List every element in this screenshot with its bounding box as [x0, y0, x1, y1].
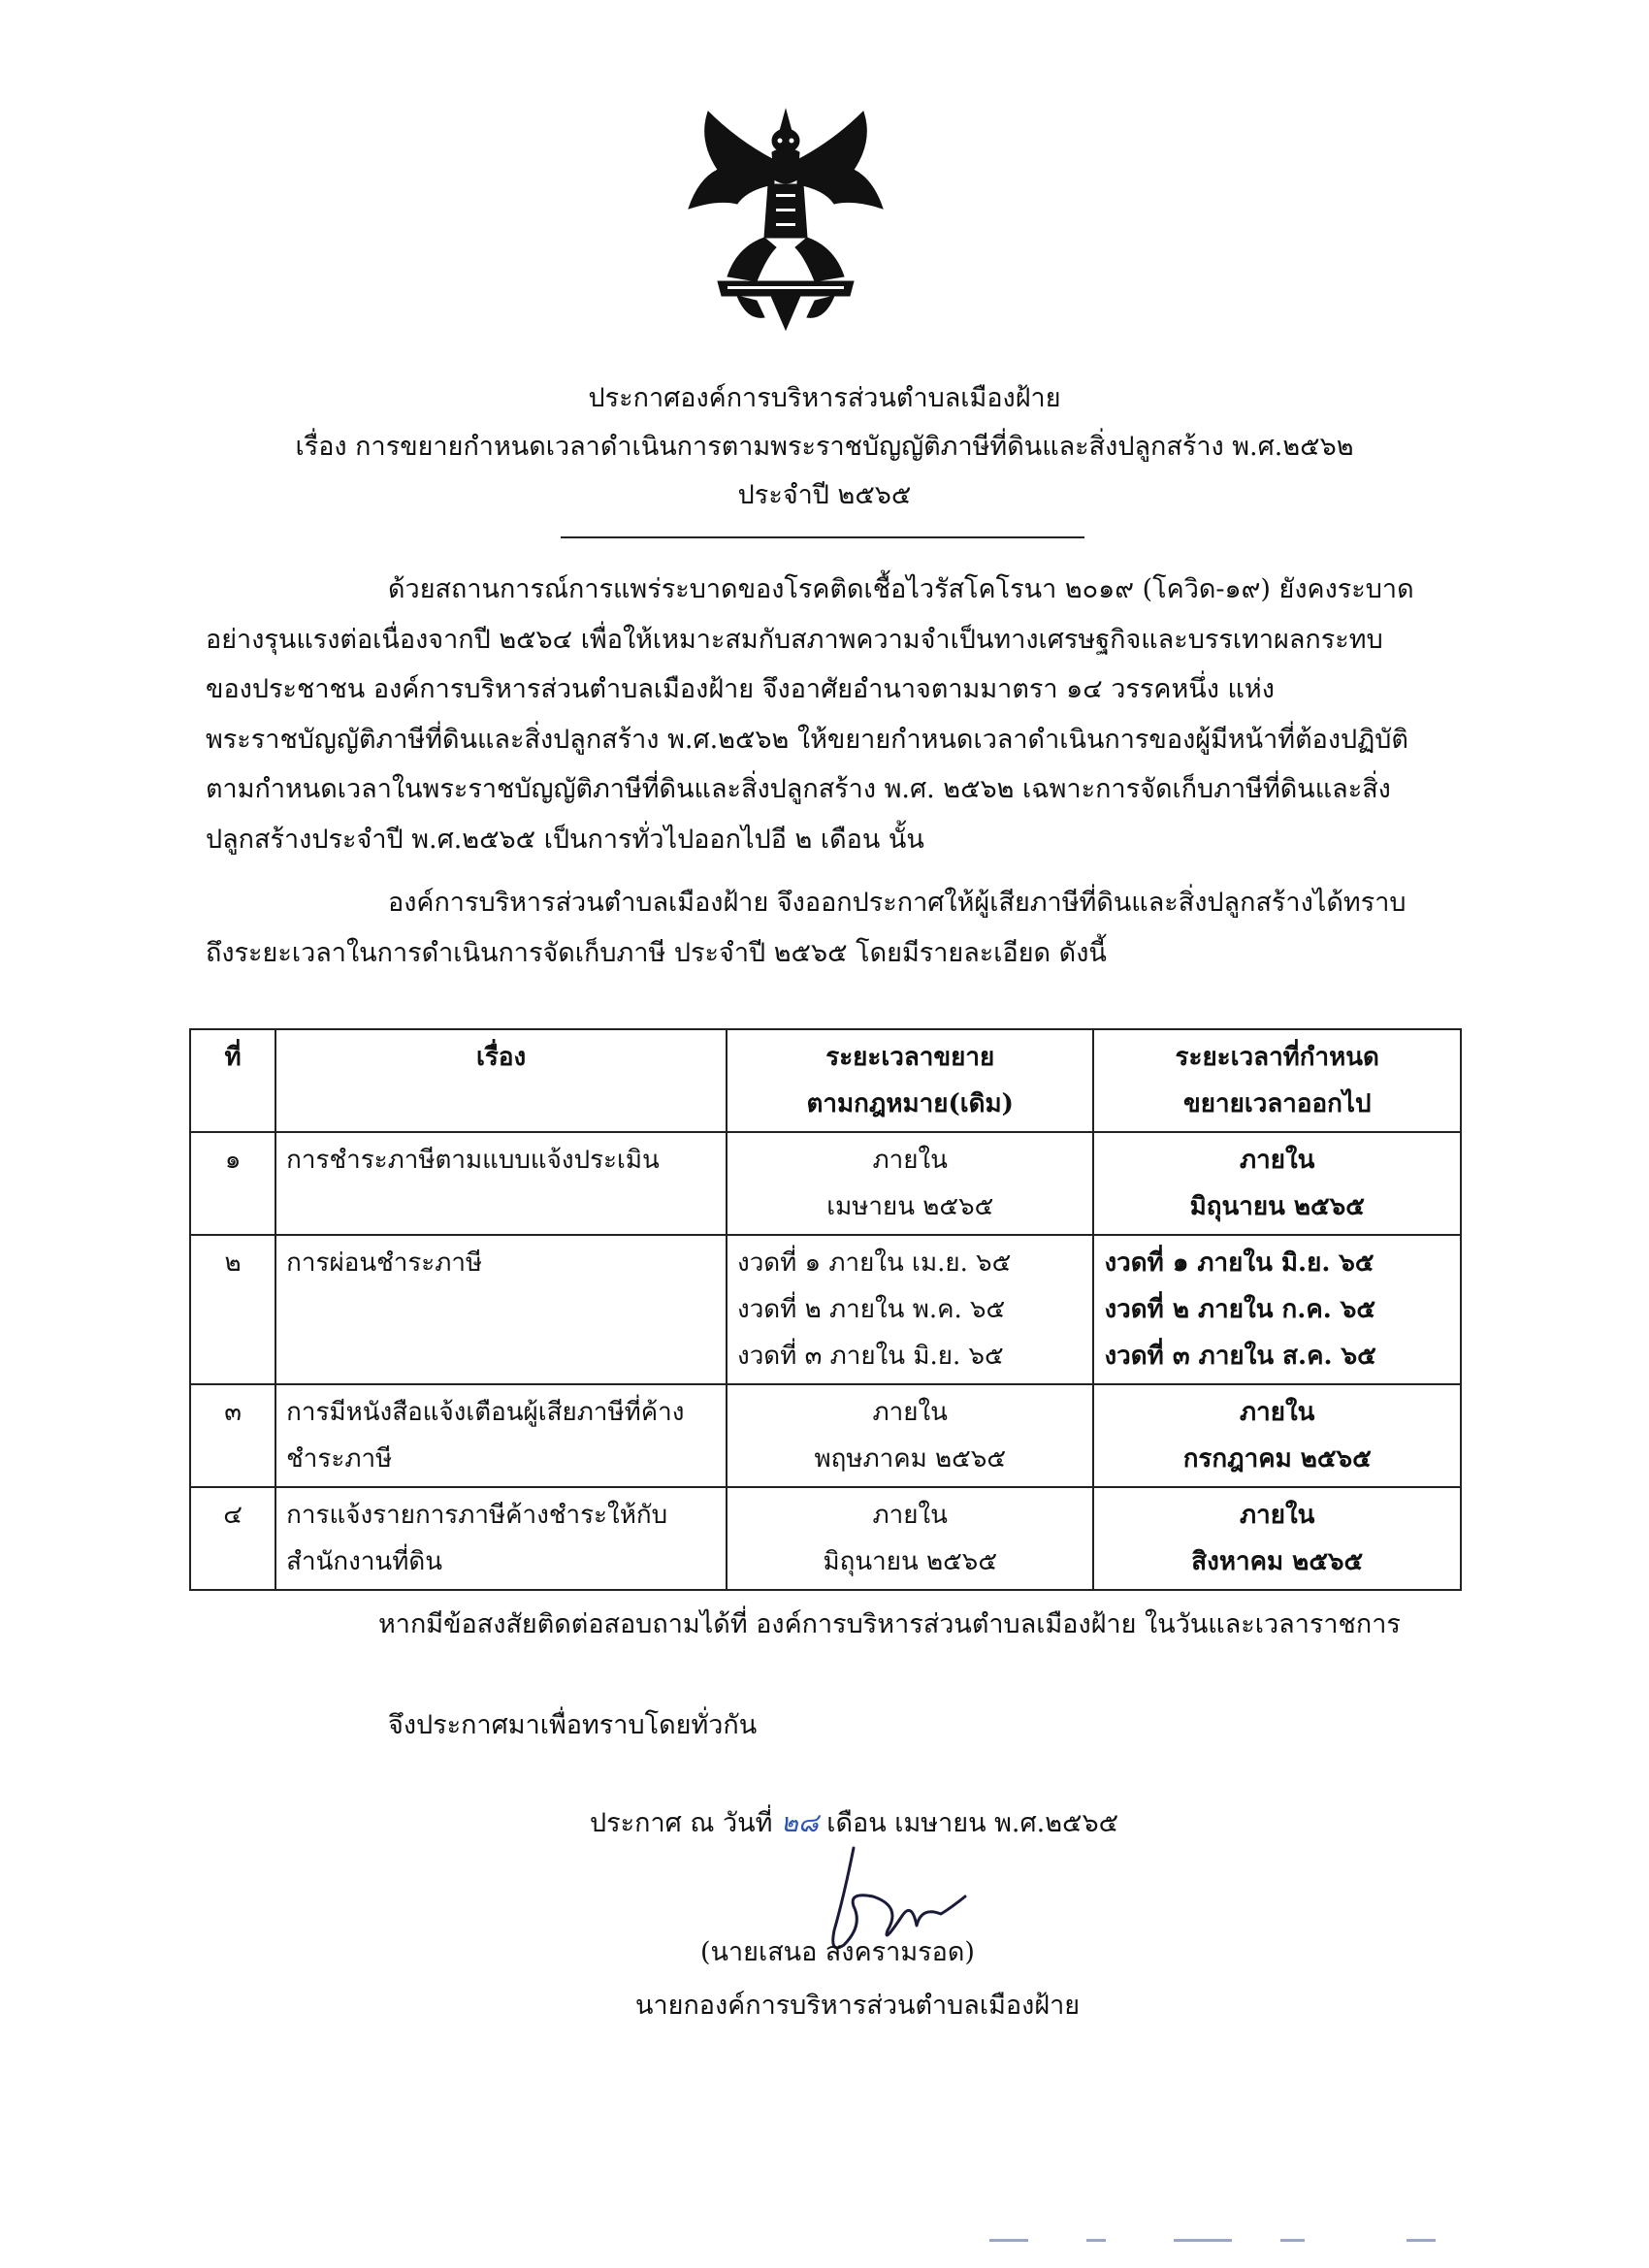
subject-line: การแจ้งรายการภาษีค้างชำระให้กับ [286, 1501, 668, 1530]
new-line: งวดที่ ๒ ภายใน ก.ค. ๖๕ [1104, 1295, 1376, 1324]
old-line: ภายใน [872, 1398, 948, 1427]
row-new-period [1093, 1235, 1461, 1384]
row-no: ๒ [190, 1235, 275, 1384]
announcement-subject: เรื่อง การขยายกำหนดเวลาดำเนินการตามพระราชบัญญัติภาษีที่ดินและสิ่งปลูกสร้าง พ.ศ.๒๕๖๒ [295, 432, 1354, 462]
header-old-line1: ระยะเวลาขยาย [825, 1043, 995, 1072]
subject-line: การมีหนังสือแจ้งเตือนผู้เสียภาษีที่ค้าง [286, 1398, 685, 1427]
announcement-year: ประจำปี ๒๕๖๕ [737, 480, 912, 510]
paragraph-line: ตามกำหนดเวลาในพระราชบัญญัติภาษีที่ดินและสิ่งปลูกสร้าง พ.ศ. ๒๕๖๒ เฉพาะการจัดเก็บภาษีที่ดินและสิ่ง [206, 774, 1391, 804]
header-divider [561, 536, 1084, 538]
row-new-period [1093, 1384, 1461, 1487]
announce-date [590, 1801, 1118, 1843]
body-paragraph-2 [206, 878, 1457, 978]
new-line: สิงหาคม ๒๕๖๕ [1191, 1547, 1364, 1576]
header-subject: เรื่อง [275, 1029, 727, 1132]
header-new-line2: ขยายเวลาออกไป [1183, 1089, 1372, 1118]
date-suffix: เดือน เมษายน พ.ศ.๒๕๖๕ [826, 1808, 1119, 1838]
garuda-emblem [679, 102, 892, 335]
announcement-title: ประกาศองค์การบริหารส่วนตำบลเมืองฝ้าย [588, 383, 1061, 413]
row-no: ๔ [190, 1487, 275, 1590]
old-line: พฤษภาคม ๒๕๖๕ [814, 1444, 1007, 1474]
subject-line: สำนักงานที่ดิน [286, 1547, 443, 1576]
row-no: ๓ [190, 1384, 275, 1487]
date-day-handwritten: ๒๘ [781, 1808, 819, 1838]
old-line: งวดที่ ๓ ภายใน มิ.ย. ๖๕ [737, 1342, 1004, 1371]
row-subject [275, 1384, 727, 1487]
row-new-period [1093, 1132, 1461, 1235]
old-line: ภายใน [872, 1501, 948, 1530]
row-subject [275, 1487, 727, 1590]
schedule-table [189, 1028, 1462, 1591]
paragraph-line: ของประชาชน องค์การบริหารส่วนตำบลเมืองฝ้าย จึงอาศัยอำนาจตามมาตรา ๑๔ วรรคหนึ่ง แห่ง [206, 674, 1275, 704]
new-line: งวดที่ ๓ ภายใน ส.ค. ๖๕ [1104, 1342, 1376, 1371]
old-line: เมษายน ๒๕๖๕ [826, 1192, 994, 1221]
row-old-period [727, 1235, 1093, 1384]
header-old-line2: ตามกฎหมาย(เดิม) [806, 1089, 1014, 1118]
new-line: มิถุนายน ๒๕๖๕ [1189, 1192, 1365, 1221]
old-line: ภายใน [872, 1146, 948, 1175]
signer-name: (นายเสนอ สงครามรอด) [700, 1937, 975, 1967]
header-old-period [727, 1029, 1093, 1132]
paragraph-line: ถึงระยะเวลาในการดำเนินการจัดเก็บภาษี ประจำปี ๒๕๖๕ โดยมีรายละเอียด ดังนี้ [206, 937, 1107, 968]
signer-title: นายกองค์การบริหารส่วนตำบลเมืองฝ้าย [635, 1991, 1081, 2021]
table-header-row [190, 1029, 1461, 1132]
table-row [190, 1235, 1461, 1384]
body-paragraph-1 [206, 565, 1457, 864]
row-no: ๑ [190, 1132, 275, 1235]
header-new-line1: ระยะเวลาที่กำหนด [1175, 1043, 1379, 1072]
row-old-period [727, 1132, 1093, 1235]
subject-line: การผ่อนชำระภาษี [286, 1248, 483, 1278]
paragraph-line: ด้วยสถานการณ์การแพร่ระบาดของโรคติดเชื้อไวรัสโคโรนา ๒๐๑๙ (โควิด-๑๙) ยังคงระบาด [388, 574, 1414, 604]
row-subject [275, 1132, 727, 1235]
paragraph-line: พระราชบัญญัติภาษีที่ดินและสิ่งปลูกสร้าง พ.ศ.๒๕๖๒ ให้ขยายกำหนดเวลาดำเนินการของผู้มีหน้าที่ต้องปฏิบัติ [206, 724, 1408, 755]
paragraph-line: องค์การบริหารส่วนตำบลเมืองฝ้าย จึงออกประกาศให้ผู้เสียภาษีที่ดินและสิ่งปลูกสร้างได้ทราบ [388, 888, 1406, 918]
date-prefix: ประกาศ ณ วันที่ [590, 1808, 773, 1838]
old-line: งวดที่ ๑ ภายใน เม.ย. ๖๕ [737, 1248, 1012, 1278]
table-row [190, 1487, 1461, 1590]
row-old-period [727, 1384, 1093, 1487]
new-line: ภายใน [1240, 1398, 1315, 1427]
new-line: กรกฎาคม ๒๕๖๕ [1182, 1444, 1372, 1474]
row-new-period [1093, 1487, 1461, 1590]
old-line: งวดที่ ๒ ภายใน พ.ค. ๖๕ [737, 1295, 1006, 1324]
header-no: ที่ [190, 1029, 275, 1132]
subject-line: ชำระภาษี [286, 1444, 393, 1474]
announce-closing: จึงประกาศมาเพื่อทราบโดยทั่วกัน [388, 1710, 758, 1740]
row-subject [275, 1235, 727, 1384]
new-line: ภายใน [1240, 1146, 1315, 1175]
subject-line: การชำระภาษีตามแบบแจ้งประเมิน [286, 1146, 660, 1175]
table-row [190, 1384, 1461, 1487]
table-row [190, 1132, 1461, 1235]
scan-specks [989, 2231, 1455, 2251]
old-line: มิถุนายน ๒๕๖๕ [823, 1547, 997, 1576]
paragraph-line: อย่างรุนแรงต่อเนื่องจากปี ๒๕๖๔ เพื่อให้เหมาะสมกับสภาพความจำเป็นทางเศรษฐกิจและบรรเทาผลกระทบ [206, 624, 1383, 655]
row-old-period [727, 1487, 1093, 1590]
header-new-period [1093, 1029, 1461, 1132]
new-line: งวดที่ ๑ ภายใน มิ.ย. ๖๕ [1104, 1248, 1374, 1278]
new-line: ภายใน [1240, 1501, 1315, 1530]
paragraph-line: ปลูกสร้างประจำปี พ.ศ.๒๕๖๕ เป็นการทั่วไปออกไปอี ๒ เดือน นั้น [206, 824, 924, 855]
contact-note: หากมีข้อสงสัยติดต่อสอบถามได้ที่ องค์การบริหารส่วนตำบลเมืองฝ้าย ในวันและเวลาราชการ [378, 1609, 1401, 1639]
